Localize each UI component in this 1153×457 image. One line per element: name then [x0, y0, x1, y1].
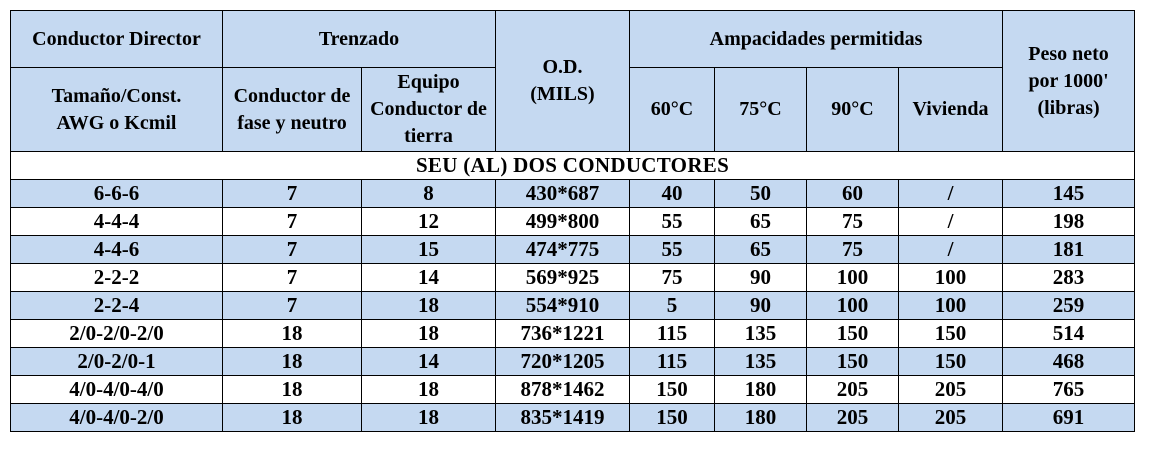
cell-od: 430*687 — [496, 180, 630, 208]
cell-fase: 18 — [223, 348, 362, 376]
cell-vivienda: / — [899, 208, 1003, 236]
table-row — [11, 348, 1135, 376]
cell-od: 835*1419 — [496, 404, 630, 432]
cell-90c: 75 — [807, 236, 899, 264]
cell-60c: 40 — [630, 180, 715, 208]
cell-tierra: 15 — [362, 236, 496, 264]
header-tamano: Tamaño/Const. AWG o Kcmil — [11, 68, 223, 152]
cell-fase: 7 — [223, 292, 362, 320]
cell-vivienda: 150 — [899, 320, 1003, 348]
table-row — [11, 404, 1135, 432]
header-conductor-director: Conductor Director — [11, 11, 223, 68]
conductor-table — [10, 10, 1135, 432]
cell-60c: 5 — [630, 292, 715, 320]
cell-75c: 180 — [715, 404, 807, 432]
cell-size: 6-6-6 — [11, 180, 223, 208]
cell-vivienda: 150 — [899, 348, 1003, 376]
cell-vivienda: 100 — [899, 292, 1003, 320]
cell-od: 569*925 — [496, 264, 630, 292]
cell-size: 4-4-4 — [11, 208, 223, 236]
cell-peso: 145 — [1003, 180, 1135, 208]
cell-90c: 205 — [807, 376, 899, 404]
header-60c: 60°C — [630, 68, 715, 152]
cell-90c: 150 — [807, 348, 899, 376]
cell-fase: 7 — [223, 236, 362, 264]
cell-90c: 100 — [807, 264, 899, 292]
cell-vivienda: 205 — [899, 404, 1003, 432]
cell-vivienda: / — [899, 236, 1003, 264]
table-row — [11, 264, 1135, 292]
table-row — [11, 208, 1135, 236]
header-conductor-fase: Conductor de fase y neutro — [223, 68, 362, 152]
cell-od: 474*775 — [496, 236, 630, 264]
cell-tierra: 8 — [362, 180, 496, 208]
cell-tierra: 14 — [362, 348, 496, 376]
header-od: O.D. (MILS) — [496, 11, 630, 152]
header-trenzado: Trenzado — [223, 11, 496, 68]
cell-peso: 468 — [1003, 348, 1135, 376]
header-75c: 75°C — [715, 68, 807, 152]
cell-tierra: 12 — [362, 208, 496, 236]
cell-size: 4/0-4/0-2/0 — [11, 404, 223, 432]
cell-fase: 7 — [223, 264, 362, 292]
header-equipo-tierra: Equipo Conductor de tierra — [362, 68, 496, 152]
cell-size: 2-2-2 — [11, 264, 223, 292]
cell-size: 4/0-4/0-4/0 — [11, 376, 223, 404]
cell-size: 4-4-6 — [11, 236, 223, 264]
cell-vivienda: 100 — [899, 264, 1003, 292]
table-row — [11, 236, 1135, 264]
table-row — [11, 180, 1135, 208]
cell-60c: 150 — [630, 404, 715, 432]
cell-75c: 90 — [715, 264, 807, 292]
cell-60c: 55 — [630, 208, 715, 236]
cell-fase: 18 — [223, 376, 362, 404]
cell-size: 2/0-2/0-1 — [11, 348, 223, 376]
cell-90c: 100 — [807, 292, 899, 320]
cell-peso: 259 — [1003, 292, 1135, 320]
cell-od: 736*1221 — [496, 320, 630, 348]
cell-75c: 90 — [715, 292, 807, 320]
cell-90c: 75 — [807, 208, 899, 236]
cell-60c: 75 — [630, 264, 715, 292]
cell-60c: 115 — [630, 348, 715, 376]
cell-fase: 7 — [223, 180, 362, 208]
header-ampacidades: Ampacidades permitidas — [630, 11, 1003, 68]
table-row — [11, 376, 1135, 404]
cell-tierra: 14 — [362, 264, 496, 292]
cell-vivienda: 205 — [899, 376, 1003, 404]
cell-tierra: 18 — [362, 292, 496, 320]
cell-90c: 205 — [807, 404, 899, 432]
header-vivienda: Vivienda — [899, 68, 1003, 152]
cell-od: 554*910 — [496, 292, 630, 320]
cell-od: 499*800 — [496, 208, 630, 236]
cell-60c: 55 — [630, 236, 715, 264]
cell-peso: 691 — [1003, 404, 1135, 432]
cell-od: 878*1462 — [496, 376, 630, 404]
cell-peso: 765 — [1003, 376, 1135, 404]
cell-fase: 7 — [223, 208, 362, 236]
header-peso: Peso neto por 1000' (libras) — [1003, 11, 1135, 152]
cell-75c: 65 — [715, 236, 807, 264]
cell-tierra: 18 — [362, 320, 496, 348]
header-90c: 90°C — [807, 68, 899, 152]
cell-peso: 283 — [1003, 264, 1135, 292]
table-row — [11, 320, 1135, 348]
cell-60c: 150 — [630, 376, 715, 404]
cell-tierra: 18 — [362, 376, 496, 404]
section-title: SEU (AL) DOS CONDUCTORES — [11, 152, 1135, 180]
cell-75c: 135 — [715, 320, 807, 348]
cell-fase: 18 — [223, 320, 362, 348]
cell-vivienda: / — [899, 180, 1003, 208]
cell-75c: 180 — [715, 376, 807, 404]
cell-size: 2-2-4 — [11, 292, 223, 320]
cell-peso: 198 — [1003, 208, 1135, 236]
cell-90c: 150 — [807, 320, 899, 348]
cell-od: 720*1205 — [496, 348, 630, 376]
cell-peso: 181 — [1003, 236, 1135, 264]
cell-size: 2/0-2/0-2/0 — [11, 320, 223, 348]
table-row — [11, 292, 1135, 320]
cell-75c: 135 — [715, 348, 807, 376]
cell-fase: 18 — [223, 404, 362, 432]
cell-75c: 65 — [715, 208, 807, 236]
cell-peso: 514 — [1003, 320, 1135, 348]
cell-90c: 60 — [807, 180, 899, 208]
cell-60c: 115 — [630, 320, 715, 348]
cell-tierra: 18 — [362, 404, 496, 432]
cell-75c: 50 — [715, 180, 807, 208]
